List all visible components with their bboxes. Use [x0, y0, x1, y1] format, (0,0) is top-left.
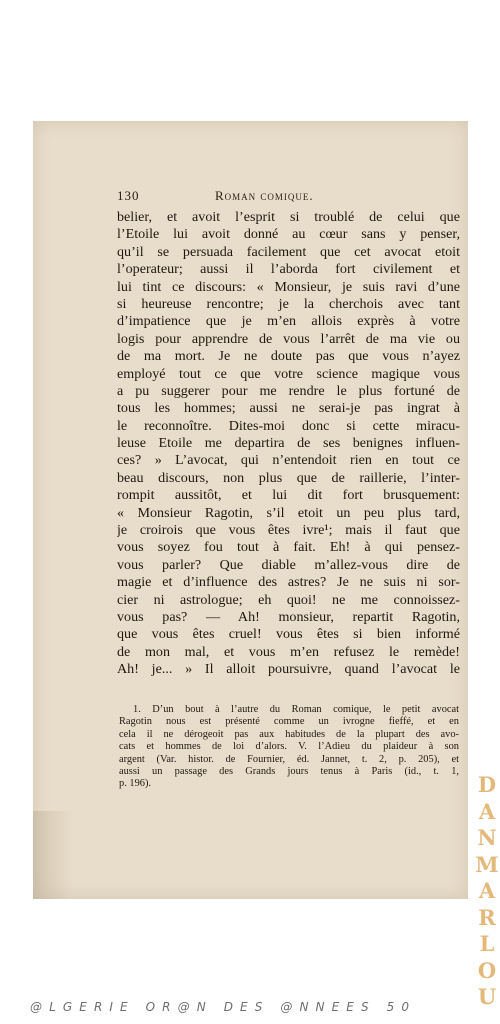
footnote-line: 1. D’un bout à l’autre du Roman comique, le petit avocat [133, 704, 459, 715]
text-line: vous soyez fou tout à fait. Eh! à qui pensez- [117, 539, 460, 556]
text-line: de ma mort. Je ne doute pas que vous n’ayez [117, 348, 460, 365]
vertical-watermark: DANMARLOU [475, 772, 499, 1009]
text-line: employé tout ce que votre science magique vous [117, 365, 460, 382]
text-line: l’operateur; aussi il l’aborda fort civilement et [117, 261, 460, 278]
text-line: belier, et avoit l’esprit si troublé de celui que [117, 209, 460, 225]
body-text [117, 209, 460, 679]
text-line: magie et d’influence des astres? Je ne suis ni sor- [117, 574, 460, 591]
text-line: qu’il se persuada facilement que cet avocat etoit [117, 243, 460, 260]
text-line: vous parler? Que diable m’allez-vous dire de [117, 556, 460, 573]
text-line: cier ni astrologue; eh quoi! ne me connoissez- [117, 591, 460, 608]
text-line: l’Etoile lui avoit donné au cœur sans y penser, [117, 226, 460, 243]
running-head [117, 188, 381, 206]
text-line: de mon mal, et vous m’en refusez le remède! [117, 643, 460, 660]
text-line: que vous êtes cruel! vous êtes si bien informé [117, 626, 460, 643]
text-line: vous pas? — Ah! monsieur, repartit Ragotin, [117, 608, 460, 625]
footnote-line: cela il ne dérogeoit pas aux habitudes de la plupart des avo- [119, 728, 459, 740]
text-line: logis pour apprendre de vous l’arrêt de ma vie ou [117, 330, 460, 347]
text-line: lui tint ce discours: « Monsieur, je suis ravi d’une [117, 278, 460, 295]
book-page [33, 121, 468, 899]
text-line: Ah! je... » Il alloit poursuivre, quand l’avocat le [117, 661, 460, 678]
footnote-line: aussi un passage des Grands jours tenus à Paris (id., t. 1, [119, 765, 459, 777]
text-line: a pu suggerer pour me rendre le plus fortuné de [117, 382, 460, 399]
footnote-line: cats et hommes de loi d’alors. V. l’Adieu du plaideur à son [119, 741, 459, 753]
text-line: beau discours, non plus que de raillerie, l’inter- [117, 469, 460, 486]
text-line: le reconnoître. Dites-moi donc si cette miracu- [117, 417, 460, 434]
bottom-watermark: @LGERIE OR@N DES @NNEES 50 [30, 1000, 417, 1014]
running-title: Roman comique. [215, 188, 314, 203]
text-line: je croirois que vous êtes ivre¹; mais il faut que [117, 522, 460, 539]
text-line: d’impatience que je m’en allois exprès à votre [117, 313, 460, 330]
text-line: leuse Etoile me departira de ses benignes influen- [117, 435, 460, 452]
text-line: « Monsieur Ragotin, s’il etoit un peu plus tard, [117, 504, 460, 521]
footnote [119, 704, 459, 791]
text-line: ces? » L’avocat, qui n’entendoit rien en tout ce [117, 452, 460, 469]
text-line: si heureuse rencontre; je la cherchois avec tant [117, 295, 460, 312]
footnote-line: Ragotin nous est présenté comme un ivrogne fieffé, et en [119, 716, 459, 728]
footnote-line: p. 196). [119, 778, 152, 790]
page-number: 130 [117, 188, 140, 203]
text-line: tous les hommes; aussi ne serai-je pas ingrat à [117, 400, 460, 417]
footnote-line: argent (Var. histor. de Fournier, éd. Jannet, t. 2, p. 205), et [119, 753, 459, 765]
text-line: rompit aussitôt, et lui dit fort brusquement: [117, 487, 460, 504]
